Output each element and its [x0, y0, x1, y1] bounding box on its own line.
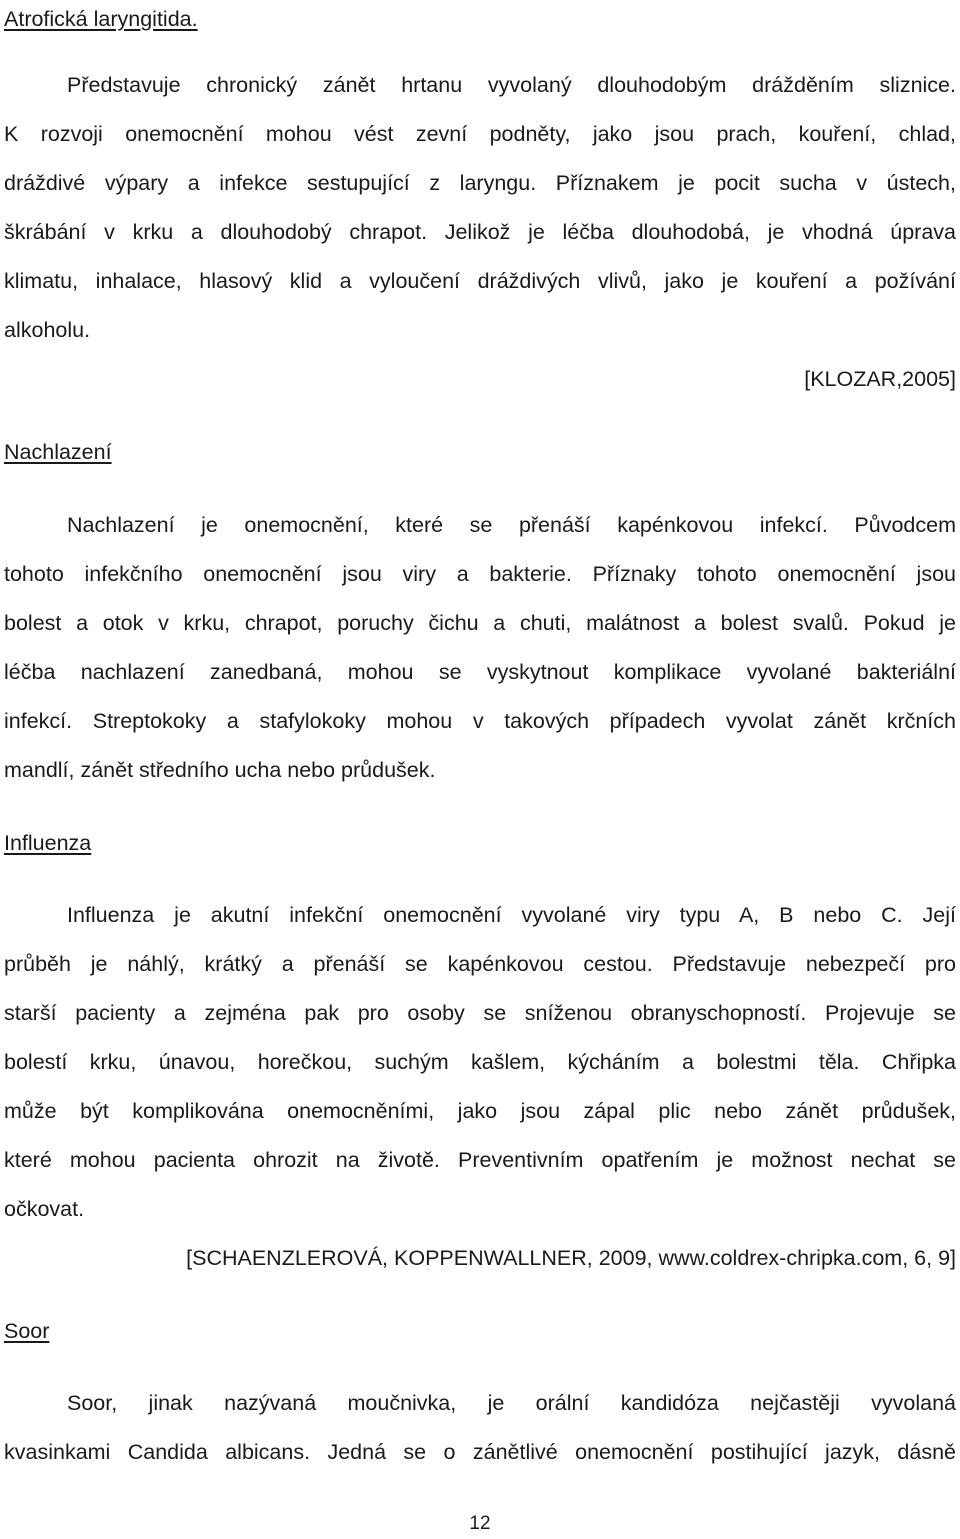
paragraph-line: infekcí. Streptokoky a stafylokoky mohou v takových případech vyvolat zánět krčních	[4, 709, 956, 733]
paragraph-line: Představuje chronický zánět hrtanu vyvolaný dlouhodobým drážděním sliznice.	[67, 73, 956, 97]
paragraph-line: klimatu, inhalace, hlasový klid a vyloučení dráždivých vlivů, jako je kouření a požívání	[4, 269, 956, 293]
section-heading-nachlazeni: Nachlazení	[4, 440, 112, 464]
paragraph-line: očkovat.	[4, 1197, 85, 1221]
paragraph-line: K rozvoji onemocnění mohou vést zevní podněty, jako jsou prach, kouření, chlad,	[4, 122, 956, 146]
section-heading-soor: Soor	[4, 1319, 50, 1343]
paragraph-line: tohoto infekčního onemocnění jsou viry a bakterie. Příznaky tohoto onemocnění jsou	[4, 562, 956, 586]
paragraph-line: které mohou pacienta ohrozit na životě. Preventivním opatřením je možnost nechat se	[4, 1148, 956, 1172]
paragraph-line: starší pacienty a zejména pak pro osoby se sníženou obranyschopností. Projevuje se	[4, 1001, 956, 1025]
paragraph-line: Influenza je akutní infekční onemocnění vyvolané viry typu A, B nebo C. Její	[67, 903, 956, 927]
paragraph-line: bolestí krku, únavou, horečkou, suchým kašlem, kýcháním a bolestmi těla. Chřipka	[4, 1050, 956, 1074]
citation: [KLOZAR,2005]	[804, 367, 956, 391]
paragraph-line: Nachlazení je onemocnění, které se přenáší kapénkovou infekcí. Původcem	[67, 513, 956, 537]
paragraph-line: Soor, jinak nazývaná moučnivka, je orální kandidóza nejčastěji vyvolaná	[67, 1391, 956, 1415]
citation: [SCHAENZLEROVÁ, KOPPENWALLNER, 2009, www.coldrex-chripka.com, 6, 9]	[186, 1246, 956, 1270]
section-heading-atroficka-laryngitida: Atrofická laryngitida.	[4, 7, 198, 31]
paragraph-line: může být komplikována onemocněními, jako jsou zápal plic nebo zánět průdušek,	[4, 1099, 956, 1123]
paragraph-line: bolest a otok v krku, chrapot, poruchy čichu a chuti, malátnost a bolest svalů. Pokud je	[4, 611, 956, 635]
paragraph-line: alkoholu.	[4, 318, 91, 342]
paragraph-line: průběh je náhlý, krátký a přenáší se kapénkovou cestou. Představuje nebezpečí pro	[4, 952, 956, 976]
paragraph-line: mandlí, zánět středního ucha nebo průdušek.	[4, 758, 436, 782]
paragraph-line: dráždivé výpary a infekce sestupující z laryngu. Příznakem je pocit sucha v ústech,	[4, 171, 956, 195]
paragraph-line: kvasinkami Candida albicans. Jedná se o zánětlivé onemocnění postihující jazyk, dásně	[4, 1440, 956, 1464]
paragraph-line: škrábání v krku a dlouhodobý chrapot. Jelikož je léčba dlouhodobá, je vhodná úprava	[4, 220, 956, 244]
page-number: 12	[469, 1513, 491, 1534]
section-heading-influenza: Influenza	[4, 831, 92, 855]
paragraph-line: léčba nachlazení zanedbaná, mohou se vyskytnout komplikace vyvolané bakteriální	[4, 660, 956, 684]
